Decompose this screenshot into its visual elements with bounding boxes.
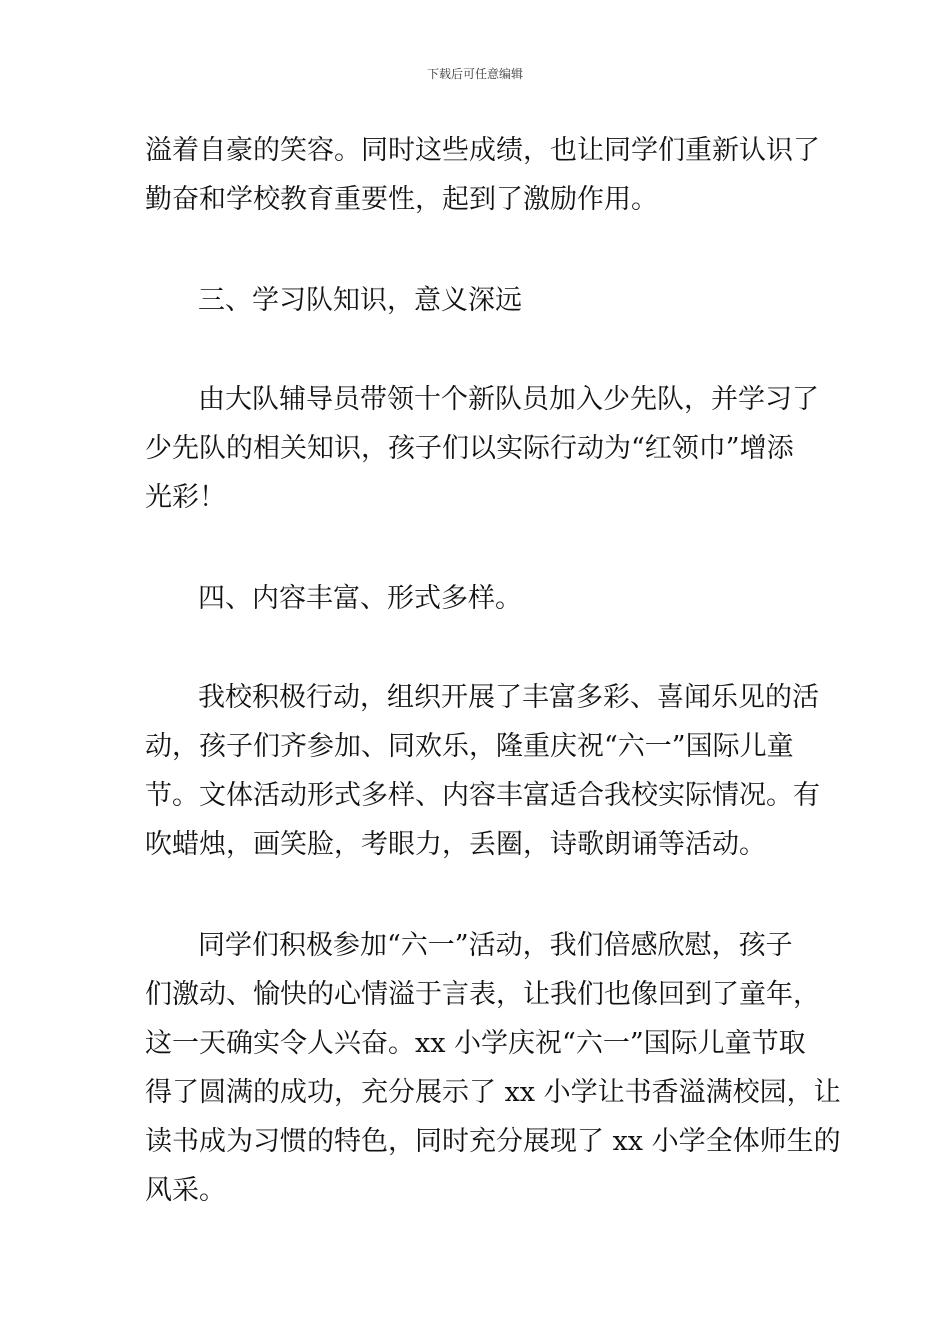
paragraph-line: 风采。 [145,1175,226,1206]
paragraph-line: 读书成为习惯的特色，同时充分展现了 xx 小学全体师生的 [145,1126,841,1157]
paragraph-line: 由大队辅导员带领十个新队员加入少先队，并学习了 [198,384,819,415]
paragraph-line: 同学们积极参加“六一”活动，我们倍感欣慰，孩子 [198,930,793,961]
paragraph-line: 勤奋和学校教育重要性，起到了激励作用。 [145,184,658,215]
paragraph-line: 节。文体活动形式多样、内容丰富适合我校实际情况。有 [145,780,820,811]
paragraph-line: 吹蜡烛，画笑脸，考眼力，丢圈，诗歌朗诵等活动。 [145,829,766,860]
paragraph-line: 们激动、愉快的心情溢于言表，让我们也像回到了童年， [145,979,820,1010]
section-heading: 四、内容丰富、形式多样。 [198,583,522,614]
paragraph-line: 光彩！ [145,482,226,513]
paragraph-line: 这一天确实令人兴奋。xx 小学庆祝“六一”国际儿童节取 [145,1028,806,1059]
paragraph-line: 得了圆满的成功，充分展示了 xx 小学让书香溢满校园，让 [145,1077,841,1108]
section-heading: 三、学习队知识，意义深远 [198,285,522,316]
paragraph-line: 动，孩子们齐参加、同欢乐，隆重庆祝“六一”国际儿童 [145,731,794,762]
paragraph-line: 溢着自豪的笑容。同时这些成绩，也让同学们重新认识了 [145,135,820,166]
paragraph-line: 我校积极行动，组织开展了丰富多彩、喜闻乐见的活 [198,682,819,713]
paragraph-line: 少先队的相关知识，孩子们以实际行动为“红领巾”增添 [145,433,794,464]
page-header-note: 下载后可任意编辑 [426,67,523,81]
